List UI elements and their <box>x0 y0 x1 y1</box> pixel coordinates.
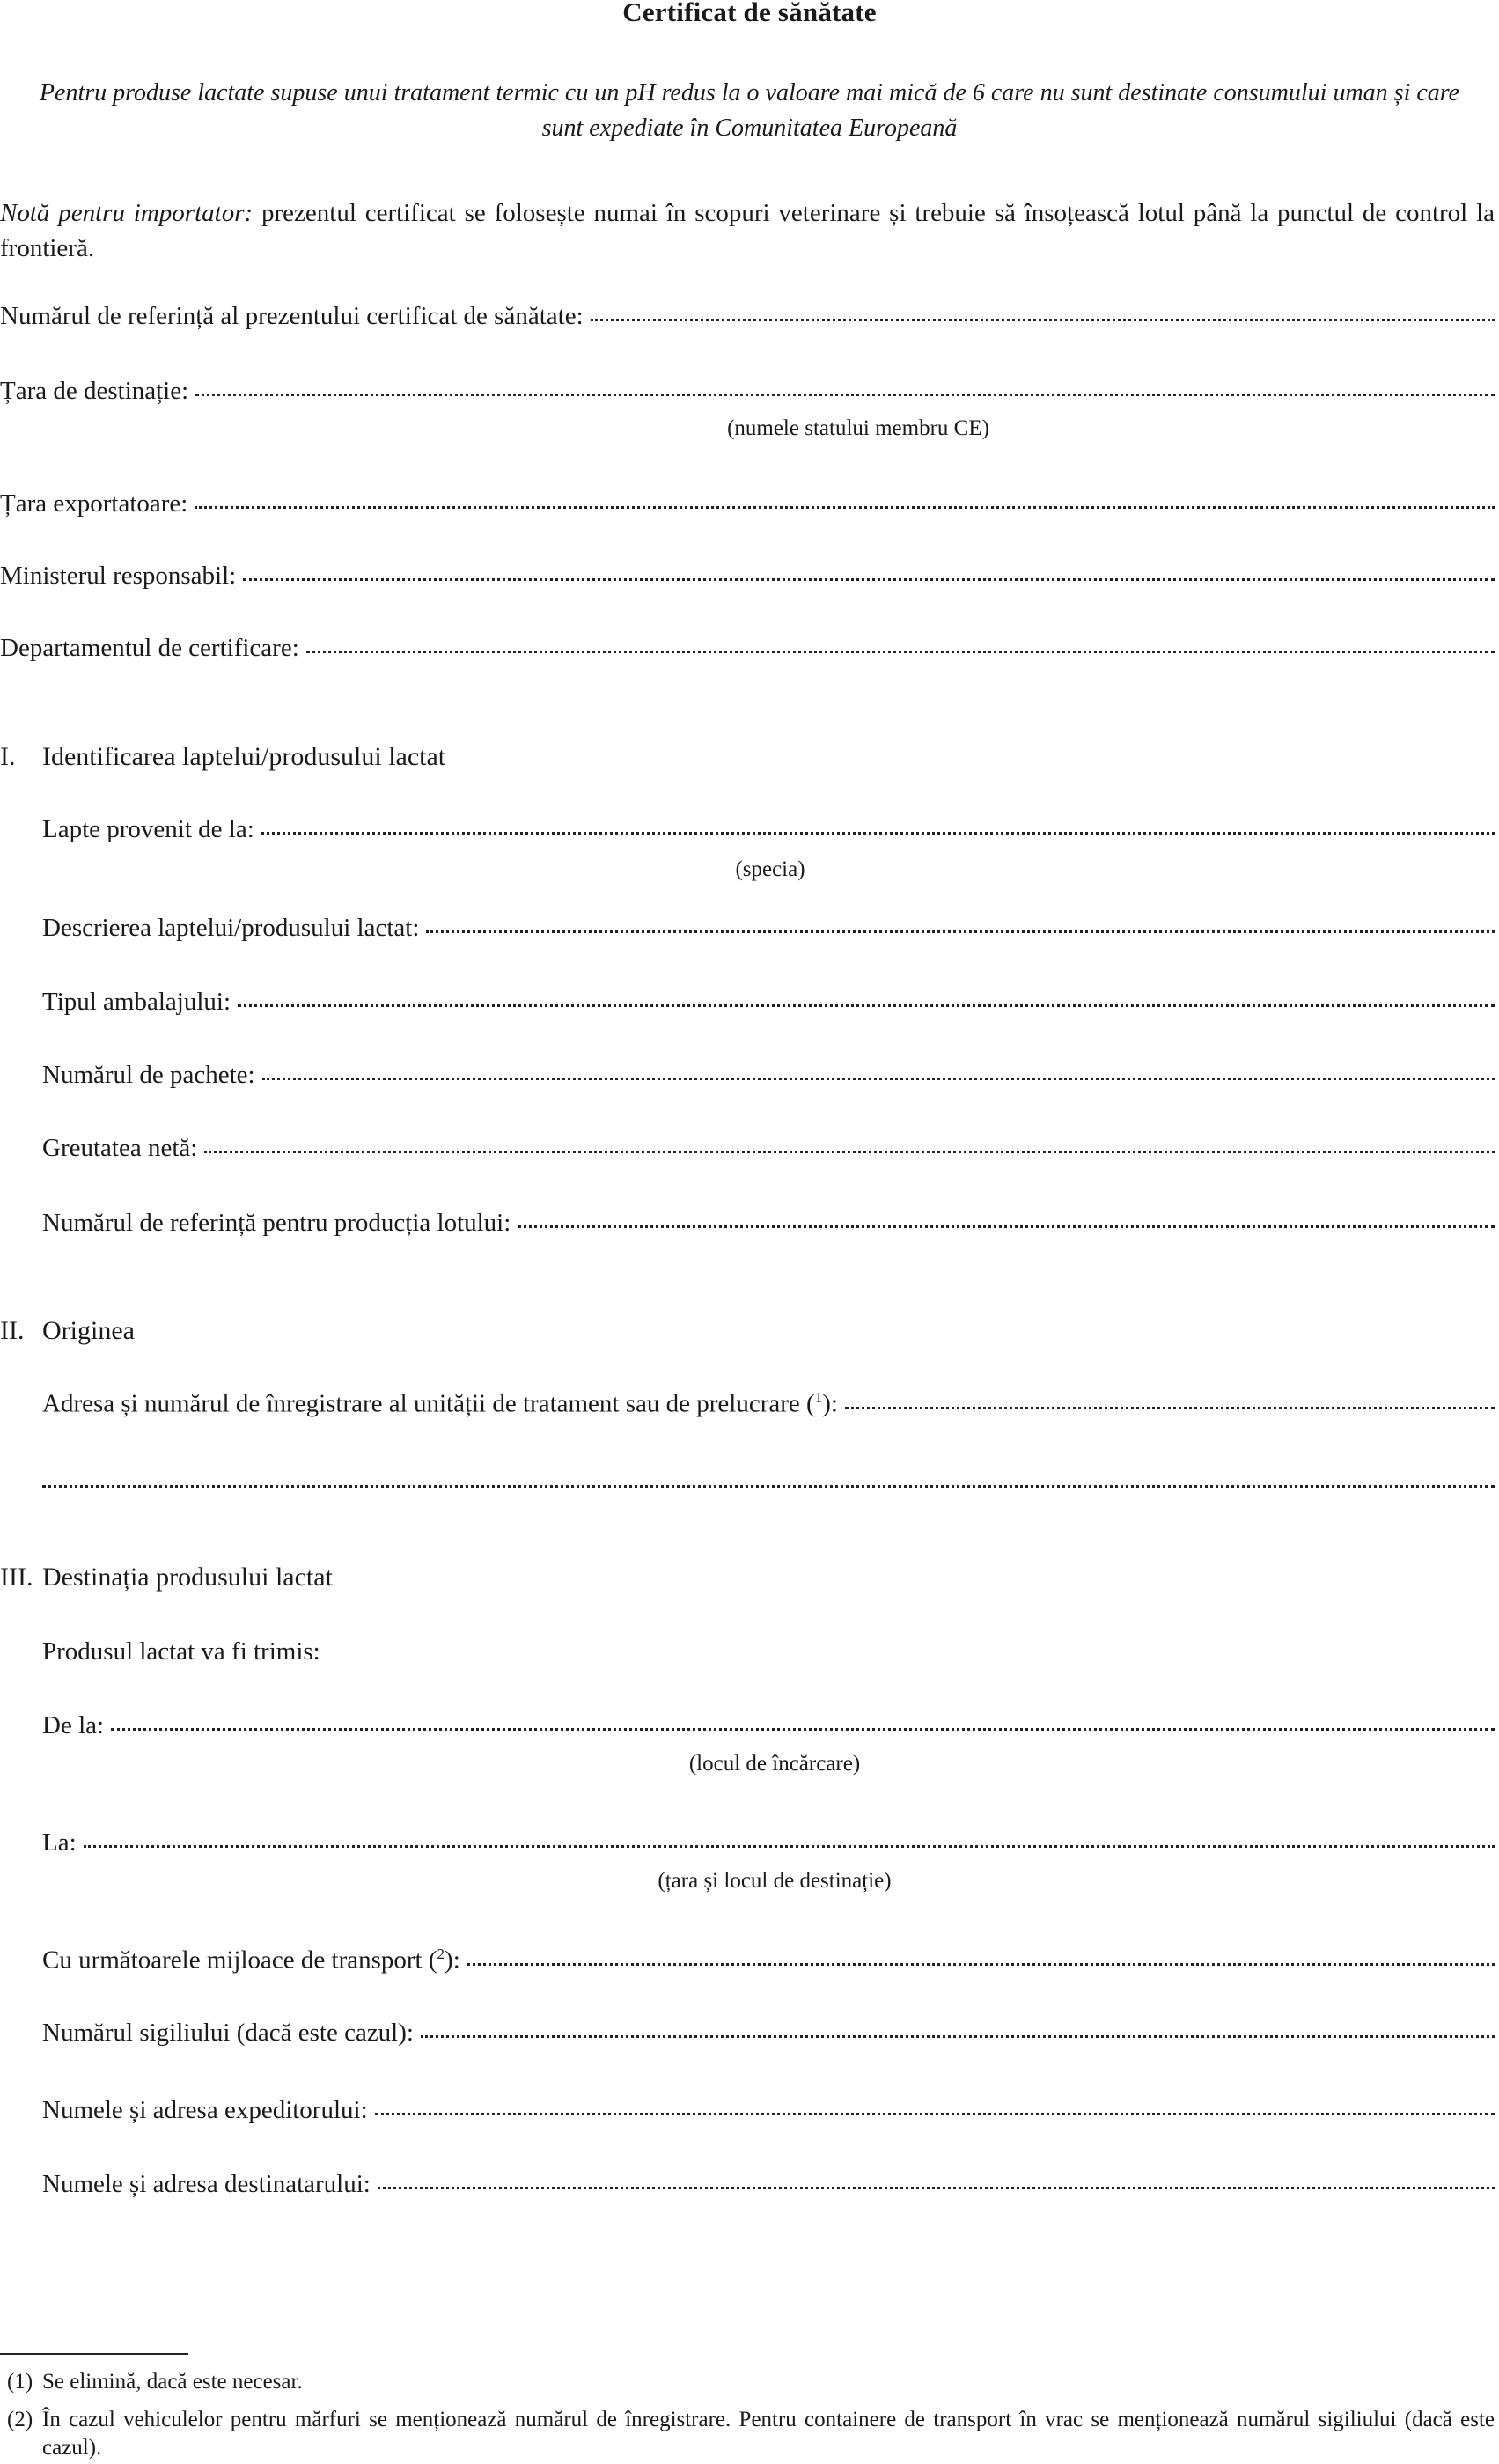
from-field[interactable] <box>42 1711 1495 1740</box>
footnote-1 <box>0 2368 1495 2396</box>
package-count-field[interactable] <box>42 1061 1495 1090</box>
dotted-line <box>195 506 1495 509</box>
note-label: Notă pentru importator: <box>0 199 254 227</box>
footnote-separator <box>0 2353 188 2355</box>
footnote-marker: (2) <box>7 2408 33 2431</box>
footnote-text: Se elimină, dacă este necesar. <box>42 2370 303 2394</box>
destination-place-hint: (țara și locul de destinație) <box>658 1869 892 1893</box>
field-label: Numele și adresa expeditorului: <box>42 2096 368 2124</box>
dotted-line <box>845 1407 1495 1409</box>
field-label: Descrierea laptelui/produsului lactat: <box>42 914 420 942</box>
responsible-ministry-label: Ministerul responsabil: <box>0 562 237 590</box>
establishment-address-continuation-line[interactable] <box>42 1485 1495 1488</box>
certifying-department-label: Departamentul de certificare: <box>0 634 299 662</box>
field-label: Numărul sigiliului (dacă este cazul): <box>42 2019 414 2047</box>
dotted-line <box>306 651 1495 653</box>
field-label: Lapte provenit de la: <box>42 815 254 843</box>
section-number: III. <box>0 1563 33 1592</box>
consignee-field[interactable] <box>42 2170 1495 2199</box>
field-label: Greutatea netă: <box>42 1134 198 1162</box>
responsible-ministry-field[interactable] <box>0 562 1495 591</box>
section-title: Identificarea laptelui/produsului lactat <box>42 742 446 771</box>
document-subtitle: Pentru produse lactate supuse unui tratament termic cu un pH redus la o valoare mai mică de 6 care nu sunt destinate consumului uman și care sunt expediate în Comunitatea Europeană <box>39 79 1460 142</box>
importer-note <box>0 195 1495 266</box>
dotted-line <box>467 1963 1495 1966</box>
milk-description-field[interactable] <box>42 914 1495 943</box>
loading-place-hint: (locul de încărcare) <box>688 1752 861 1776</box>
footnote-marker: (1) <box>7 2370 33 2394</box>
establishment-address-field[interactable] <box>42 1389 1495 1419</box>
dotted-line <box>262 1078 1495 1080</box>
field-label-suffix: ): <box>445 1945 460 1975</box>
field-label <box>42 1389 838 1419</box>
dotted-line <box>84 1845 1495 1848</box>
field-label: Numărul de referință pentru producția lotului: <box>42 1209 511 1237</box>
field-label: Tipul ambalajului: <box>42 988 231 1016</box>
note-text: prezentul certificat se folosește numai în scopuri veterinare și trebuie să însoțească lotul până la punctul de control la frontieră. <box>0 199 1495 262</box>
reference-number-field[interactable] <box>0 302 1495 331</box>
dotted-line <box>518 1225 1495 1228</box>
footnote-2 <box>0 2406 1495 2462</box>
document-title: Certificat de sănătate <box>622 0 877 27</box>
field-label: Numărul de pachete: <box>42 1061 255 1089</box>
field-label-text: Adresa și numărul de înregistrare al unității de tratament sau de prelucrare ( <box>42 1389 815 1418</box>
section-origin-heading <box>0 1316 135 1346</box>
section-destination-heading <box>0 1563 333 1592</box>
dotted-line <box>421 2035 1495 2038</box>
section-identification-heading <box>0 742 445 772</box>
shipment-intro: Produsul lactat va fi trimis: <box>42 1637 320 1666</box>
dotted-line <box>195 394 1495 396</box>
dotted-line <box>375 2113 1495 2115</box>
footnote-text: În cazul vehiculelor pentru mărfuri se menționează numărul de înregistrare. Pentru containere de transport în vrac se menționează numărul sigiliului (dacă este cazul). <box>42 2408 1495 2460</box>
destination-country-hint: (numele statului membru CE) <box>727 416 989 440</box>
exporting-country-field[interactable] <box>0 489 1495 519</box>
footnote-ref: 2 <box>437 1945 445 1962</box>
transport-means-field[interactable] <box>42 1945 1495 1975</box>
destination-country-label: Țara de destinație: <box>0 377 189 405</box>
dotted-line <box>378 2187 1495 2189</box>
field-label: De la: <box>42 1711 105 1740</box>
dotted-line <box>243 578 1495 581</box>
footnote-ref: 1 <box>814 1389 823 1406</box>
dotted-line <box>238 1004 1495 1007</box>
section-title: Destinația produsului lactat <box>42 1563 333 1592</box>
section-title: Originea <box>42 1316 135 1345</box>
dotted-line <box>426 930 1495 933</box>
consignor-field[interactable] <box>42 2096 1495 2125</box>
field-label-text: Cu următoarele mijloace de transport ( <box>42 1945 437 1975</box>
field-label: Numele și adresa destinatarului: <box>42 2170 371 2198</box>
to-field[interactable] <box>42 1828 1495 1857</box>
field-label <box>42 1945 460 1975</box>
exporting-country-label: Țara exportatoare: <box>0 489 188 518</box>
batch-reference-field[interactable] <box>42 1209 1495 1238</box>
species-hint: (specia) <box>735 857 805 881</box>
packaging-type-field[interactable] <box>42 988 1495 1017</box>
dotted-line <box>111 1728 1495 1731</box>
seal-number-field[interactable] <box>42 2019 1495 2048</box>
section-number: I. <box>0 742 16 771</box>
section-number: II. <box>0 1316 25 1345</box>
dotted-line <box>591 319 1495 321</box>
net-weight-field[interactable] <box>42 1134 1495 1163</box>
field-label-suffix: ): <box>822 1389 838 1418</box>
dotted-line <box>204 1151 1495 1153</box>
certifying-department-field[interactable] <box>0 634 1495 663</box>
reference-number-label: Numărul de referință al prezentului certificat de sănătate: <box>0 302 584 330</box>
destination-country-field[interactable] <box>0 377 1495 406</box>
dotted-line <box>261 832 1495 835</box>
field-label: La: <box>42 1828 77 1857</box>
milk-origin-species-field[interactable] <box>42 815 1495 844</box>
